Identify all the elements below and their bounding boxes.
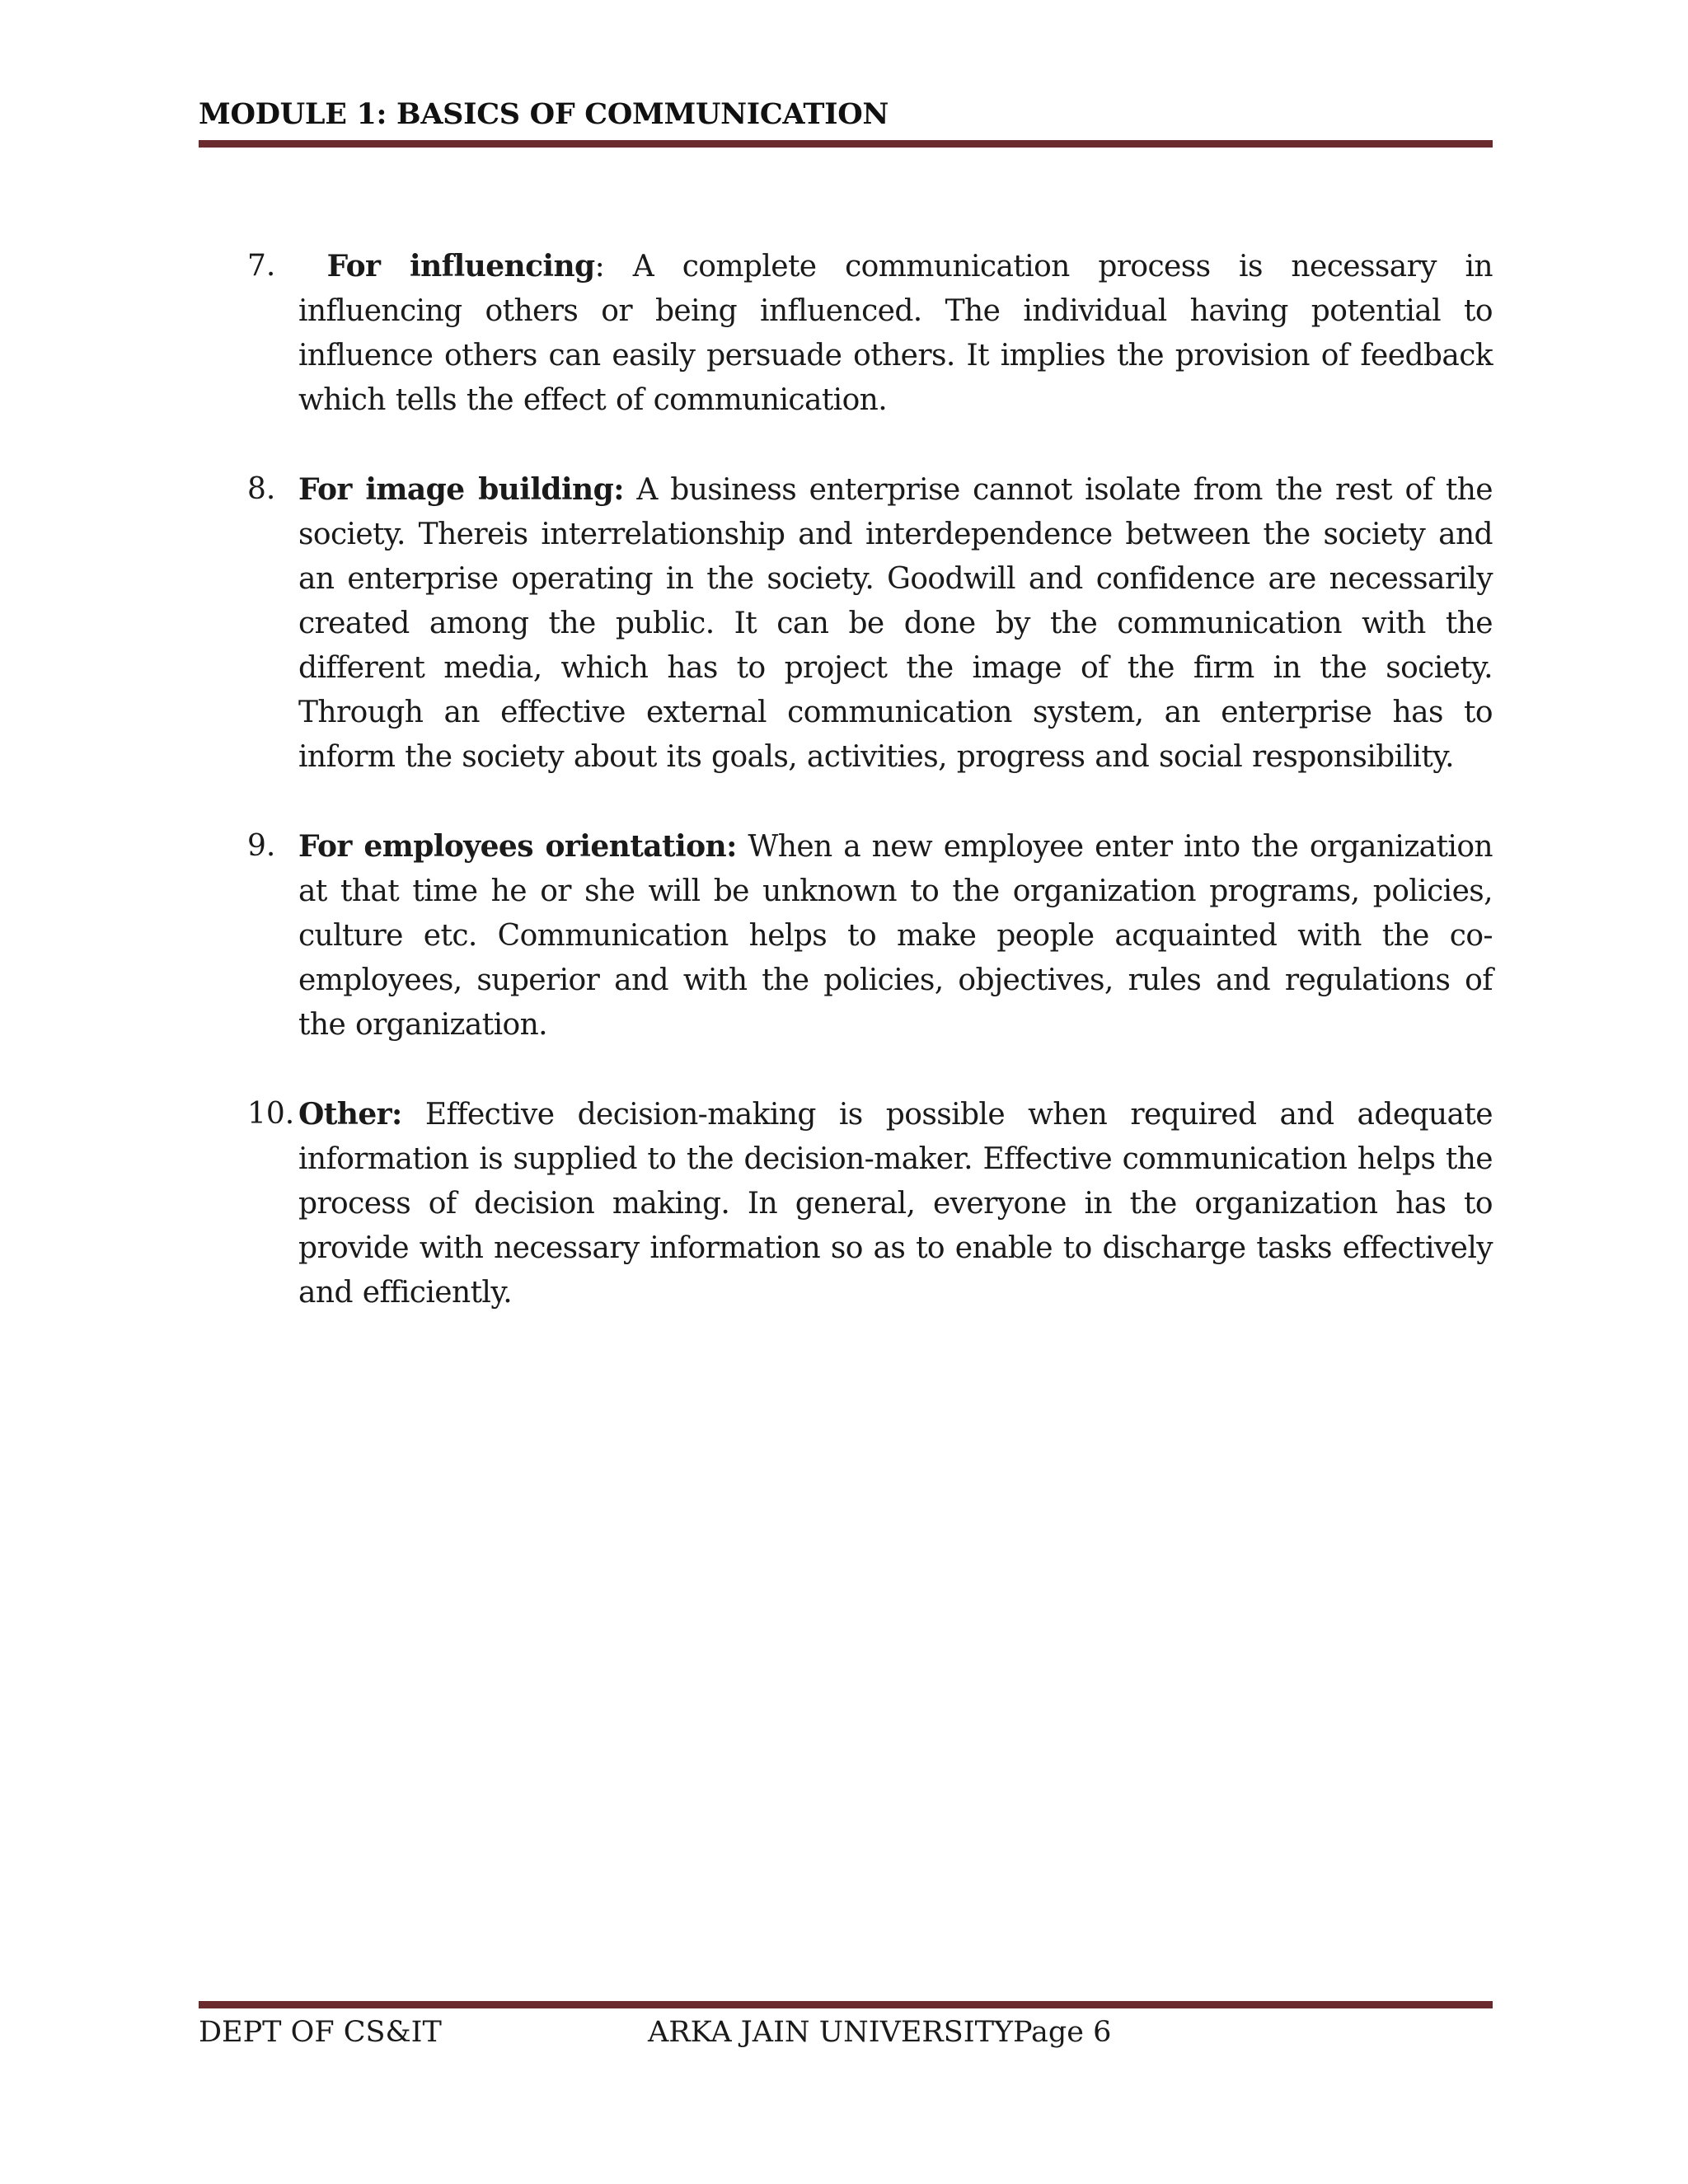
item-heading: For image building: (298, 472, 624, 507)
item-text: Effective decision-making is possible when required and adequate information is supplied to the decision-maker. Effective communication helps the process of decision making. In general, everyone in the organization has to provide with necessary information so as to enable to discharge tasks effectively and efficiently. (298, 1098, 1493, 1310)
document-body (0, 244, 1688, 1360)
item-number: 8. (247, 472, 276, 506)
item-heading: For influencing (326, 249, 595, 284)
item-text: A business enterprise cannot isolate from the rest of the society. Thereis interrelationship and interdependence between the society and an enterprise operating in the society. Goodwill and confidence are necessarily created among the public. It can be done by the communication with the different media, which has to project the image of the firm in the society. Through an effective external communication system, an enterprise has to inform the society about its goals, activities, progress and social responsibility. (298, 473, 1493, 774)
header-divider (199, 140, 1493, 148)
item-text: When a new employee enter into the organization at that time he or she will be unknown to the organization programs, policies, culture etc. Communication helps to make people acquainted with the co-employees, superior and with the policies, objectives, rules and regulations of the organization. (298, 830, 1493, 1042)
list-item-10 (0, 1092, 1688, 1315)
list-item-7 (0, 244, 1688, 423)
list-item-8 (0, 467, 1688, 780)
item-heading: Other: (298, 1097, 402, 1132)
footer-divider (199, 2001, 1493, 2008)
item-paragraph (298, 244, 1493, 423)
item-number: 7. (247, 249, 276, 283)
footer-department: DEPT OF CS&IT (199, 2016, 442, 2049)
item-paragraph (298, 1092, 1493, 1315)
item-number: 9. (247, 829, 276, 863)
item-number: 10. (247, 1097, 295, 1131)
item-text: : A complete communication process is necessary in influencing others or being influenced. The individual having potential to influence others can easily persuade others. It implies the provision of feedback which tells the effect of communication. (298, 250, 1493, 417)
item-paragraph (298, 824, 1493, 1047)
footer-university-page: ARKA JAIN UNIVERSITYPage 6 (648, 2016, 1112, 2049)
item-paragraph (298, 467, 1493, 780)
item-heading: For employees orientation: (298, 829, 737, 864)
list-item-9 (0, 824, 1688, 1047)
module-title: MODULE 1: BASICS OF COMMUNICATION (199, 97, 889, 131)
